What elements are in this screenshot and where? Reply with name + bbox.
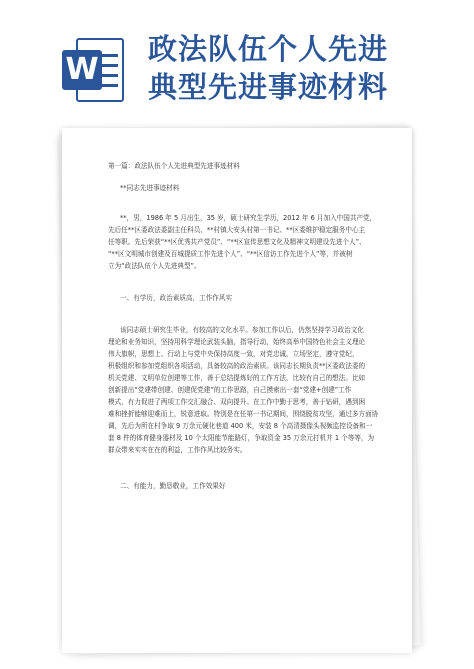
doc-line: 立为“政法队伍个人先进典型”。 (108, 262, 201, 270)
doc-subheading: **同志先进事迹材料 (120, 184, 180, 192)
doc-line: 套 8 件的体育健身器材及 10 个太阳能节能路灯，争取资金 35 万余元打机井 1 个等等，为 (108, 434, 375, 442)
document-preview (62, 128, 412, 653)
title-line-2: 典型先进事迹材料 (148, 70, 389, 104)
doc-line: 群众带来实实在在的利益，工作作风比较务实。 (108, 446, 247, 454)
section-heading-1: 一、有学历，政治素质高，工作作风实 (120, 294, 233, 302)
doc-line: “**区文明城市创建及百城提质工作先进个人”、“**区信访工作先进个人”等，并被树 (108, 250, 353, 258)
title-line-1: 政法队伍个人先进 (148, 32, 389, 66)
doc-line: 该同志硕士研究生毕业，有较高的文化水平。参加工作以后，仍然坚持学习政治文化 (120, 326, 364, 334)
doc-heading: 第一篇：政法队伍个人先进典型先进事迹材料 (108, 162, 240, 170)
doc-line: 机关党建、文明单位创建等工作，善于总结提炼好的工作方法，比较有自己的想法。比如 (108, 374, 366, 382)
doc-line: 难和挫折能够迎难而上，锐意进取。特别是在任第一书记期间，围绕脱贫攻坚，通过多方面协 (108, 410, 379, 418)
doc-line: 理论和业务知识，坚持用科学理论武装头脑，指导行动，始终高举中国特色社会主义理论 (108, 338, 366, 346)
doc-line: 创新提出“党建带创建、创建促党建”的工作思路，自己摸索出一套“党建+创建”工作 (108, 386, 352, 394)
doc-line: 先后任**区委政法委副主任科员、**村镇大安头村第一书记、**区委维护稳定服务中心主 (108, 226, 366, 234)
section-heading-2: 二、有能力，勤恳敬业，工作效果好 (120, 482, 226, 490)
word-document-icon (62, 36, 126, 106)
page-title (148, 30, 448, 106)
doc-line: **，男，1986 年 5 月出生，35 岁，硕士研究生学历，2012 年 6 月加入中国共产党， (120, 214, 377, 222)
doc-line: 模式，有力促进了两项工作交汇融合、双向提升。在工作中勤于思考，善于钻研，遇到困 (108, 398, 366, 406)
doc-line: 任等职。先后荣获“**区优秀共产党员”、“**区宣传思想文化及精神文明建设先进个人”、 (108, 238, 366, 246)
word-badge-icon: W (62, 50, 102, 90)
doc-line: 调，先后为所在村争取 9 万余元硬化巷道 400 米，安装 8 个高清摄像头视频监控设备和一 (108, 422, 373, 430)
doc-line: 积极组织和参加党组织各项活动，具备较高的政治素质。该同志长期负责**区委政法委的 (108, 362, 366, 370)
bottom-fade (0, 639, 474, 669)
doc-line: 伟大旗帜，思想上、行动上与党中央保持高度一致，对党忠诚，立场坚定，遵守党纪， (108, 350, 359, 358)
